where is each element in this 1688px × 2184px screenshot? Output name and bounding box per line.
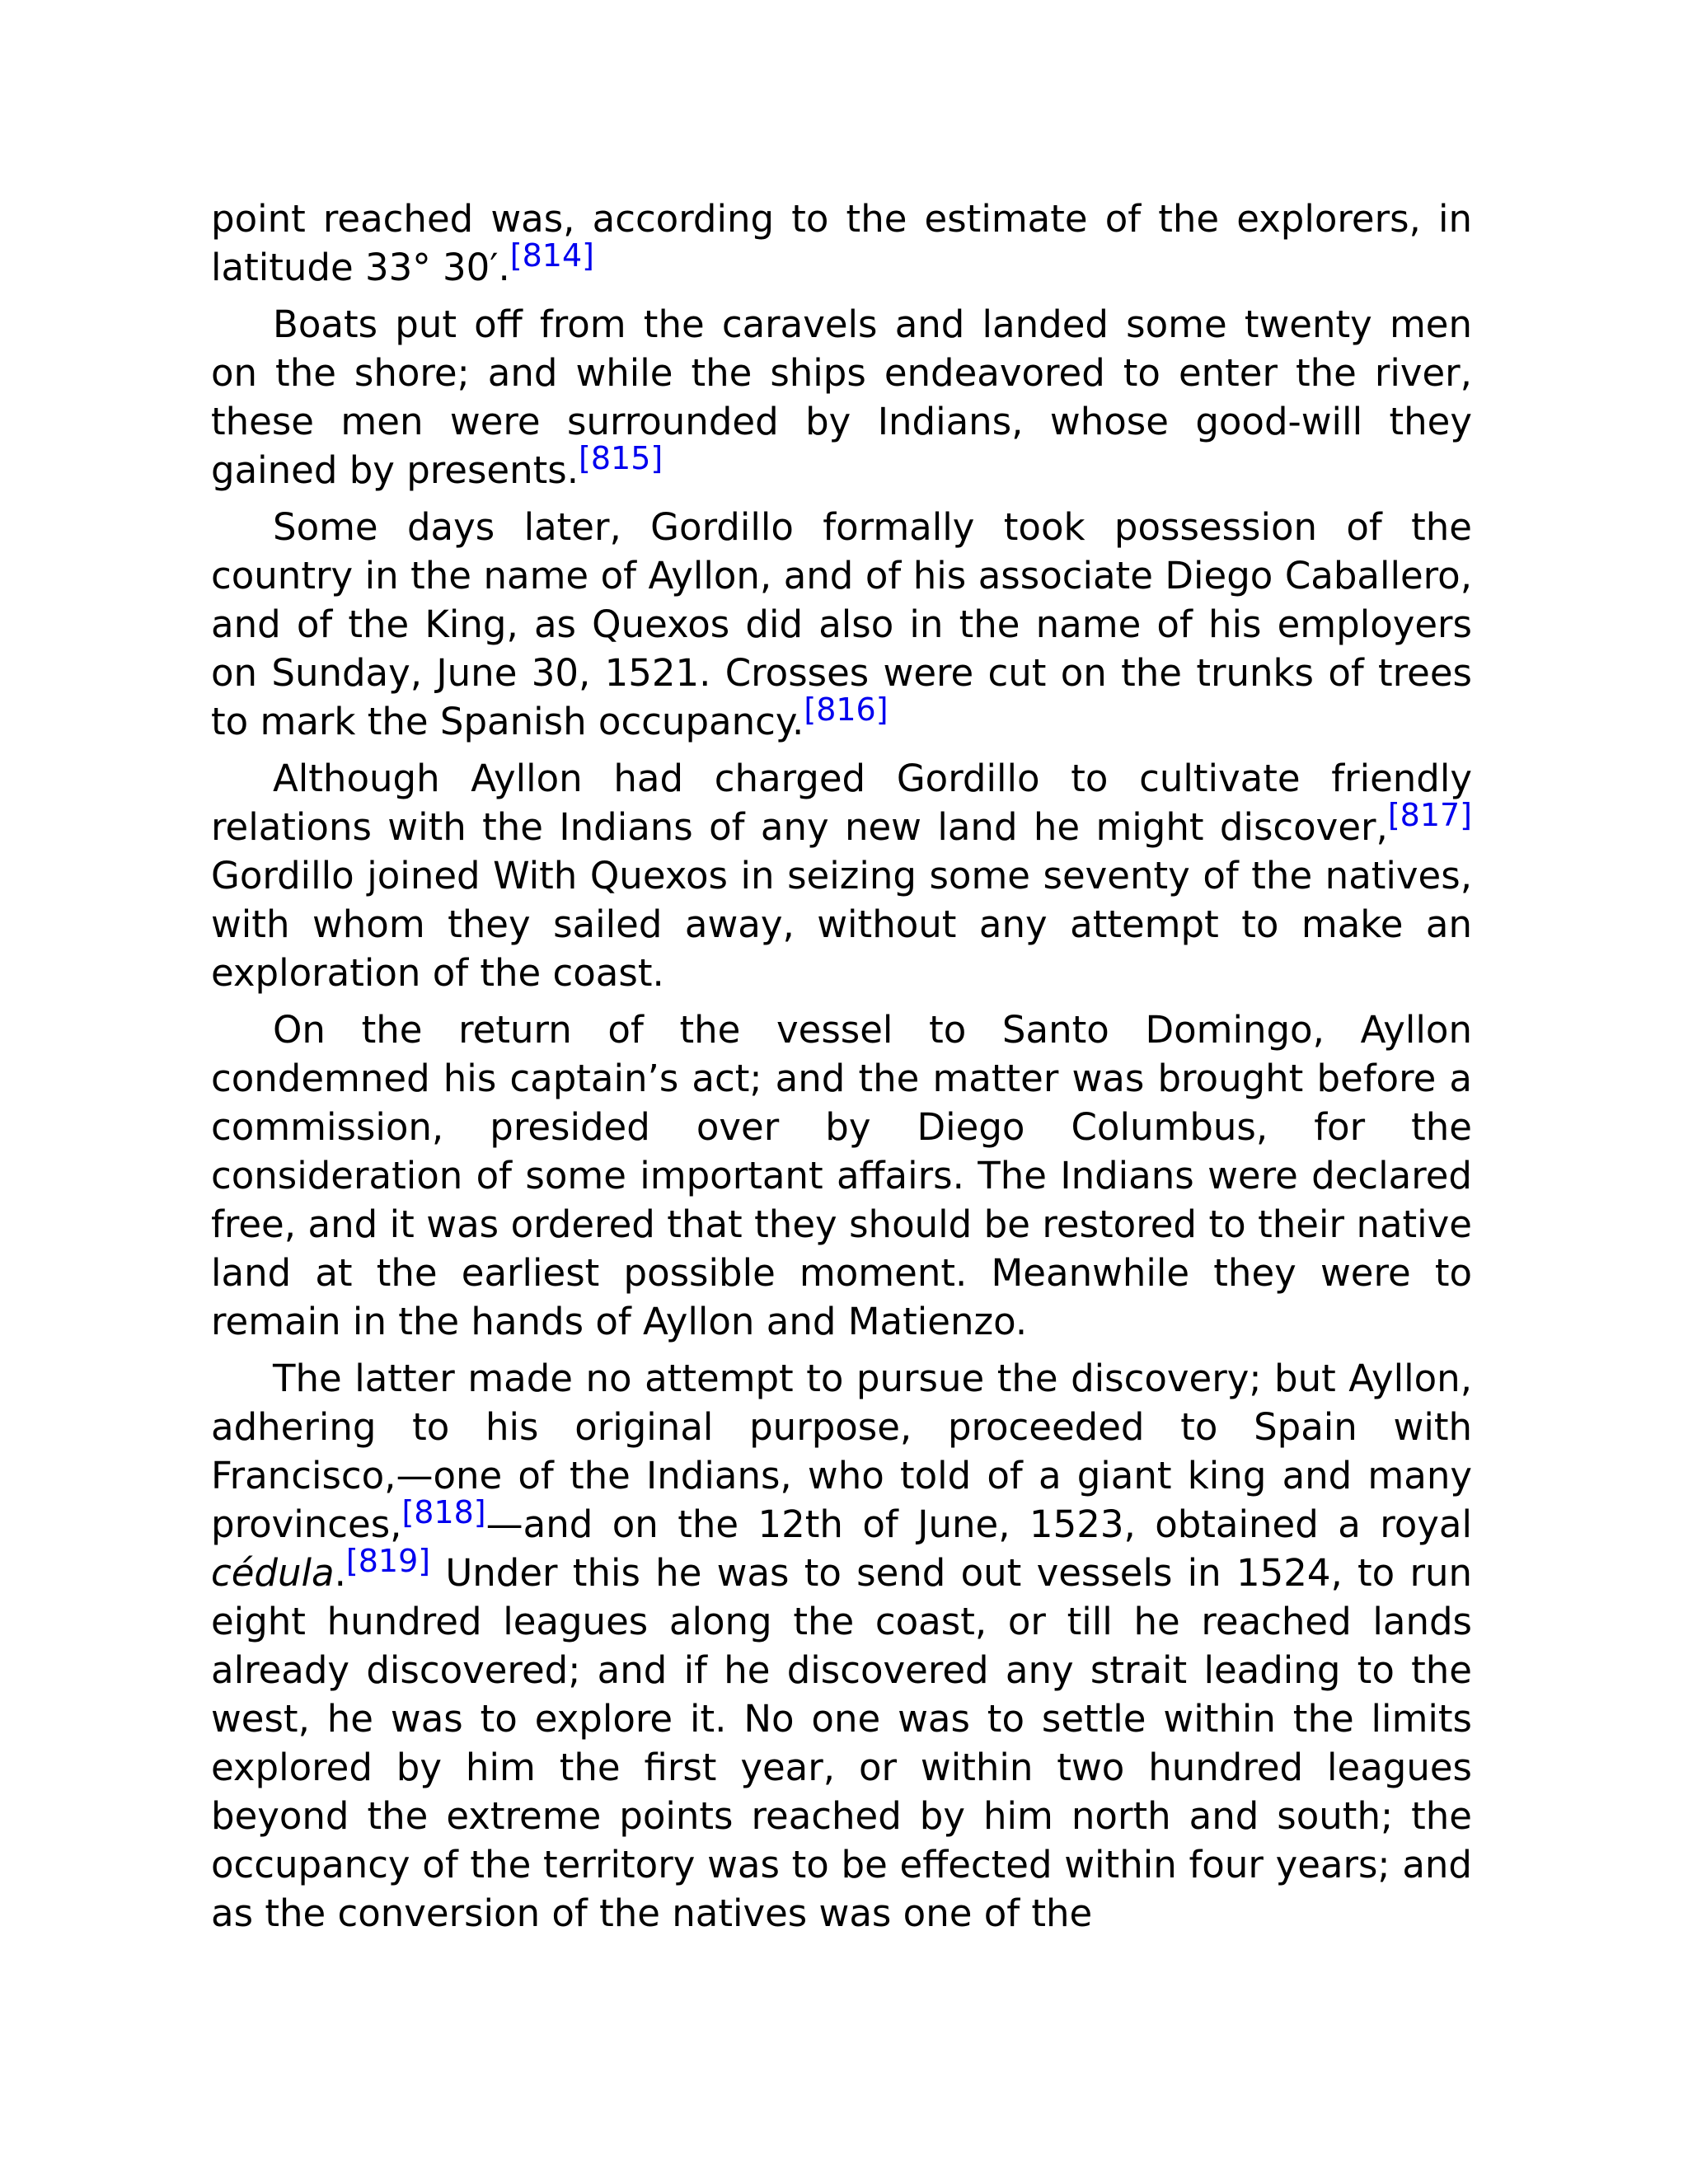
footnote-link-text[interactable]: [815] <box>579 440 663 476</box>
paragraph <box>211 754 1472 997</box>
footnote-link-text[interactable]: [817] <box>1387 797 1472 833</box>
paragraph-text: Gordillo joined With Quexos in seizing some seventy of the natives, with whom they sailed away, without any attempt to make an exploration of the coast. <box>211 854 1472 995</box>
footnote-link-text[interactable]: [819] <box>345 1543 431 1579</box>
paragraph <box>211 503 1472 746</box>
paragraph-text: . <box>334 1551 346 1595</box>
paragraph-text: Boats put off from the caravels and landed some twenty men on the shore; and while the ships endeavored to enter the river, these men were surrounded by Indians, whose good-will they gained by presents. <box>211 302 1472 492</box>
italic-text: cédula <box>211 1551 335 1595</box>
footnote-link[interactable] <box>804 691 888 728</box>
paragraph-text: Although Ayllon had charged Gordillo to cultivate friendly relations with the Indians of any new land he might discover, <box>211 757 1472 849</box>
paragraph <box>211 1005 1472 1346</box>
paragraph-text: —and on the 12th of June, 1523, obtained a royal <box>485 1502 1472 1546</box>
paragraph-text: Some days later, Gordillo formally took possession of the country in the name of Ayllon, and of his associate Diego Caballero, and of the King, as Quexos did also in the name of his employers on Sunday, June 30, 1521. Crosses were cut on the trunks of trees to mark the Spanish occupancy. <box>211 505 1472 743</box>
paragraph-text: On the return of the vessel to Santo Domingo, Ayllon condemned his captain’s act; and the matter was brought before a commission, presided over by Diego Columbus, for the consideration of some important affairs. The Indians were declared free, and it was ordered that they should be restored to their native land at the earliest possible moment. Meanwhile they were to remain in the hands of Ayllon and Matienzo. <box>211 1008 1472 1343</box>
paragraph-text: point reached was, according to the estimate of the explorers, in latitude 33° 30′. <box>211 197 1472 289</box>
footnote-link[interactable] <box>510 237 594 274</box>
footnote-link-text[interactable]: [818] <box>401 1494 486 1530</box>
footnote-link[interactable] <box>401 1494 485 1530</box>
footnote-link-text[interactable]: [814] <box>509 237 594 274</box>
footnote-link-text[interactable]: [816] <box>804 691 889 728</box>
paragraph-text: The latter made no attempt to pursue the discovery; but Ayllon, adhering to his original purpose, proceeded to Spain with Francisco,—one of the Indians, who told of a giant king and many provinces, <box>211 1357 1472 1546</box>
paragraph <box>211 1354 1472 1938</box>
paragraph <box>211 194 1472 292</box>
footnote-link[interactable] <box>346 1543 430 1579</box>
footnote-link[interactable] <box>1388 797 1472 833</box>
document-page <box>211 194 1472 1946</box>
paragraph-text: Under this he was to send out vessels in 1524, to run eight hundred leagues along the coast, or till he reached lands already discovered; and if he discovered any strait leading to the west, he was to explore it. No one was to settle within the limits explored by him the first year, or within two hundred leagues beyond the extreme points reached by him north and south; the occupancy of the territory was to be effected within four years; and as the conversion of the natives was one of the <box>211 1551 1472 1935</box>
footnote-link[interactable] <box>579 440 663 476</box>
paragraph <box>211 300 1472 494</box>
